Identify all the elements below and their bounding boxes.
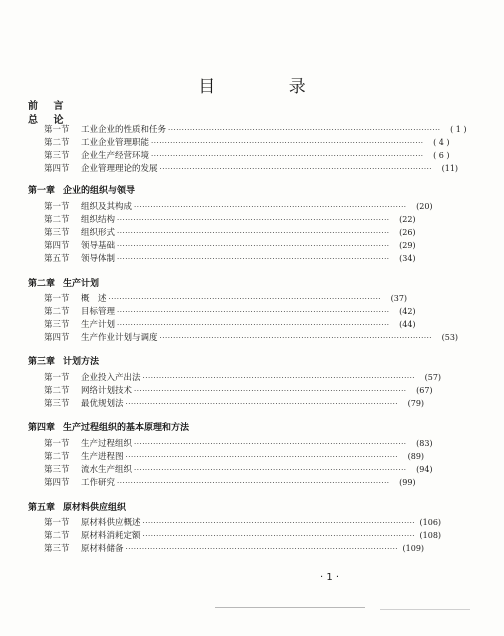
toc-section-title: 组织及其构成: [81, 202, 133, 212]
toc-section-title: 生产进程图: [81, 452, 124, 462]
toc-entry: [44, 124, 467, 136]
toc-leader-dots: ····································································································: [108, 295, 382, 303]
toc-entry: [44, 240, 416, 252]
toc-page-number: (109): [402, 544, 425, 553]
toc-page-number: (44): [399, 320, 416, 329]
toc-leader-dots: ····································································································: [117, 255, 390, 263]
chapter-heading: [28, 354, 99, 367]
toc-section-number: 第三节: [44, 465, 70, 475]
toc-page-number: (22): [399, 215, 416, 224]
toc-page-number: ( 4 ): [433, 138, 450, 147]
toc-section-title: 最优规划法: [81, 399, 124, 409]
toc-leader-dots: ····································································································: [142, 532, 416, 540]
toc-section-title: 企业投入产出法: [81, 373, 141, 383]
toc-section-title: 概 述: [81, 294, 107, 304]
chapter-title: 原材料供应组织: [63, 503, 127, 513]
toc-leader-dots: ····································································································: [125, 545, 399, 553]
toc-entry: [44, 464, 433, 476]
chapter-heading: [28, 183, 135, 196]
toc-leader-dots: ····································································································: [151, 139, 424, 147]
toc-entry: [44, 306, 416, 318]
toc-entry: [44, 319, 416, 331]
toc-page-number: (108): [419, 531, 442, 540]
toc-section-number: 第一节: [44, 439, 70, 449]
toc-entry: [44, 150, 450, 162]
toc-section-title: 领导基础: [81, 241, 116, 251]
toc-section-title: 组织结构: [81, 215, 116, 225]
toc-section-number: 第一节: [44, 518, 70, 528]
toc-leader-dots: ····································································································: [159, 334, 433, 342]
toc-entry: [44, 398, 425, 410]
toc-section-number: 第三节: [44, 320, 70, 330]
toc-section-title: 生产计划: [81, 320, 116, 330]
toc-section-number: 第二节: [44, 452, 70, 462]
toc-section-number: 第四节: [44, 164, 70, 174]
chapter-heading: [28, 500, 126, 513]
toc-entry: [44, 253, 416, 265]
toc-page-number: (57): [424, 373, 442, 382]
toc-page-number: (42): [399, 307, 416, 316]
toc-leader-dots: ····································································································: [168, 126, 441, 134]
chapter-title: 企业的组织与领导: [63, 186, 136, 196]
toc-page-number: (83): [416, 439, 433, 448]
toc-section-number: 第二节: [44, 386, 70, 396]
toc-entry: [44, 438, 433, 450]
toc-section-number: 第三节: [44, 228, 70, 238]
toc-page-number: (26): [399, 228, 416, 237]
chapter-number: 第一章: [28, 186, 56, 196]
toc-entry: [44, 137, 450, 149]
chapter-number: 第二章: [28, 279, 56, 289]
chapter-number: 第四章: [28, 423, 56, 433]
toc-page-number: (99): [399, 478, 416, 487]
toc-page-number: (29): [399, 241, 416, 250]
toc-entry: [44, 332, 459, 344]
toc-section-number: 第一节: [44, 373, 70, 383]
toc-page-number: ( 1 ): [450, 125, 467, 134]
scan-artifact-line: [380, 609, 470, 610]
toc-section-title: 原材料供应概述: [81, 518, 141, 528]
toc-entry: [44, 385, 433, 397]
toc-leader-dots: ····································································································: [134, 203, 407, 211]
toc-section-number: 第四节: [44, 333, 70, 343]
toc-section-title: 原材料储备: [81, 544, 124, 554]
toc-leader-dots: ····································································································: [117, 308, 390, 316]
toc-section-number: 第二节: [44, 138, 70, 148]
toc-leader-dots: ····································································································: [142, 374, 416, 382]
chapter-heading: [28, 420, 189, 433]
toc-section-number: 第四节: [44, 478, 70, 488]
toc-section-title: 工业企业的性质和任务: [81, 125, 167, 135]
toc-entry: [44, 227, 416, 239]
toc-entry: [44, 372, 442, 384]
toc-page-number: (94): [416, 465, 433, 474]
toc-section-title: 组织形式: [81, 228, 116, 238]
toc-section-title: 企业管理理论的发展: [81, 164, 158, 174]
toc-leader-dots: ····································································································: [134, 387, 407, 395]
scan-artifact-line: [215, 607, 365, 608]
introduction-heading: 总 论: [28, 115, 70, 126]
toc-leader-dots: ····································································································: [125, 453, 399, 461]
chapter-number: 第五章: [28, 503, 56, 513]
page-folio: · 1 ·: [320, 572, 340, 583]
toc-entry: [44, 214, 416, 226]
toc-leader-dots: ····································································································: [134, 440, 407, 448]
toc-section-number: 第一节: [44, 125, 70, 135]
toc-page-number: (53): [441, 333, 459, 342]
toc-section-title: 工作研究: [81, 478, 116, 488]
page-title: 目 录: [198, 77, 340, 97]
toc-entry: [44, 163, 459, 175]
toc-section-number: 第三节: [44, 151, 70, 161]
chapter-title: 计划方法: [63, 357, 100, 367]
chapter-heading: [28, 276, 99, 289]
toc-entry: [44, 530, 442, 542]
toc-leader-dots: ····································································································: [134, 466, 407, 474]
chapter-number: 第三章: [28, 357, 56, 367]
toc-section-number: 第四节: [44, 241, 70, 251]
toc-page-number: (37): [390, 294, 408, 303]
toc-section-title: 企业生产经营环境: [81, 151, 150, 161]
toc-page-number: (11): [441, 164, 459, 173]
toc-section-title: 生产作业计划与调度: [81, 333, 158, 343]
toc-page-number: (67): [416, 386, 433, 395]
toc-section-title: 领导体制: [81, 254, 116, 264]
toc-section-number: 第一节: [44, 294, 70, 304]
toc-page-number: (106): [419, 518, 442, 527]
toc-section-number: 第二节: [44, 215, 70, 225]
toc-section-number: 第一节: [44, 202, 70, 212]
toc-section-number: 第二节: [44, 307, 70, 317]
toc-leader-dots: ····································································································: [117, 229, 390, 237]
toc-page-number: (34): [399, 254, 416, 263]
toc-section-number: 第二节: [44, 531, 70, 541]
toc-section-number: 第三节: [44, 544, 70, 554]
toc-page-number: (89): [407, 452, 425, 461]
chapter-title: 生产计划: [63, 279, 100, 289]
toc-leader-dots: ····································································································: [142, 519, 416, 527]
toc-leader-dots: ····································································································: [125, 400, 399, 408]
toc-leader-dots: ····································································································: [117, 242, 390, 250]
toc-page-number: (79): [407, 399, 425, 408]
toc-entry: [44, 543, 425, 555]
toc-entry: [44, 451, 425, 463]
toc-leader-dots: ····································································································: [117, 479, 390, 487]
toc-section-title: 工业企业管理职能: [81, 138, 150, 148]
toc-section-title: 流水生产组织: [81, 465, 133, 475]
toc-section-title: 生产过程组织: [81, 439, 133, 449]
toc-entry: [44, 293, 408, 305]
toc-section-title: 原材料消耗定额: [81, 531, 141, 541]
toc-section-title: 目标管理: [81, 307, 116, 317]
chapter-title: 生产过程组织的基本原理和方法: [63, 423, 190, 433]
preface-heading: 前 言: [28, 101, 70, 112]
toc-leader-dots: ····································································································: [117, 216, 390, 224]
toc-section-title: 网络计划技术: [81, 386, 133, 396]
toc-entry: [44, 201, 433, 213]
toc-leader-dots: ····································································································: [117, 321, 390, 329]
toc-leader-dots: ····································································································: [151, 152, 424, 160]
toc-section-number: 第三节: [44, 399, 70, 409]
toc-page-number: ( 6 ): [433, 151, 450, 160]
toc-page-number: (20): [416, 202, 433, 211]
toc-leader-dots: ····································································································: [159, 165, 433, 173]
toc-section-number: 第五节: [44, 254, 70, 264]
toc-entry: [44, 477, 416, 489]
toc-entry: [44, 517, 442, 529]
